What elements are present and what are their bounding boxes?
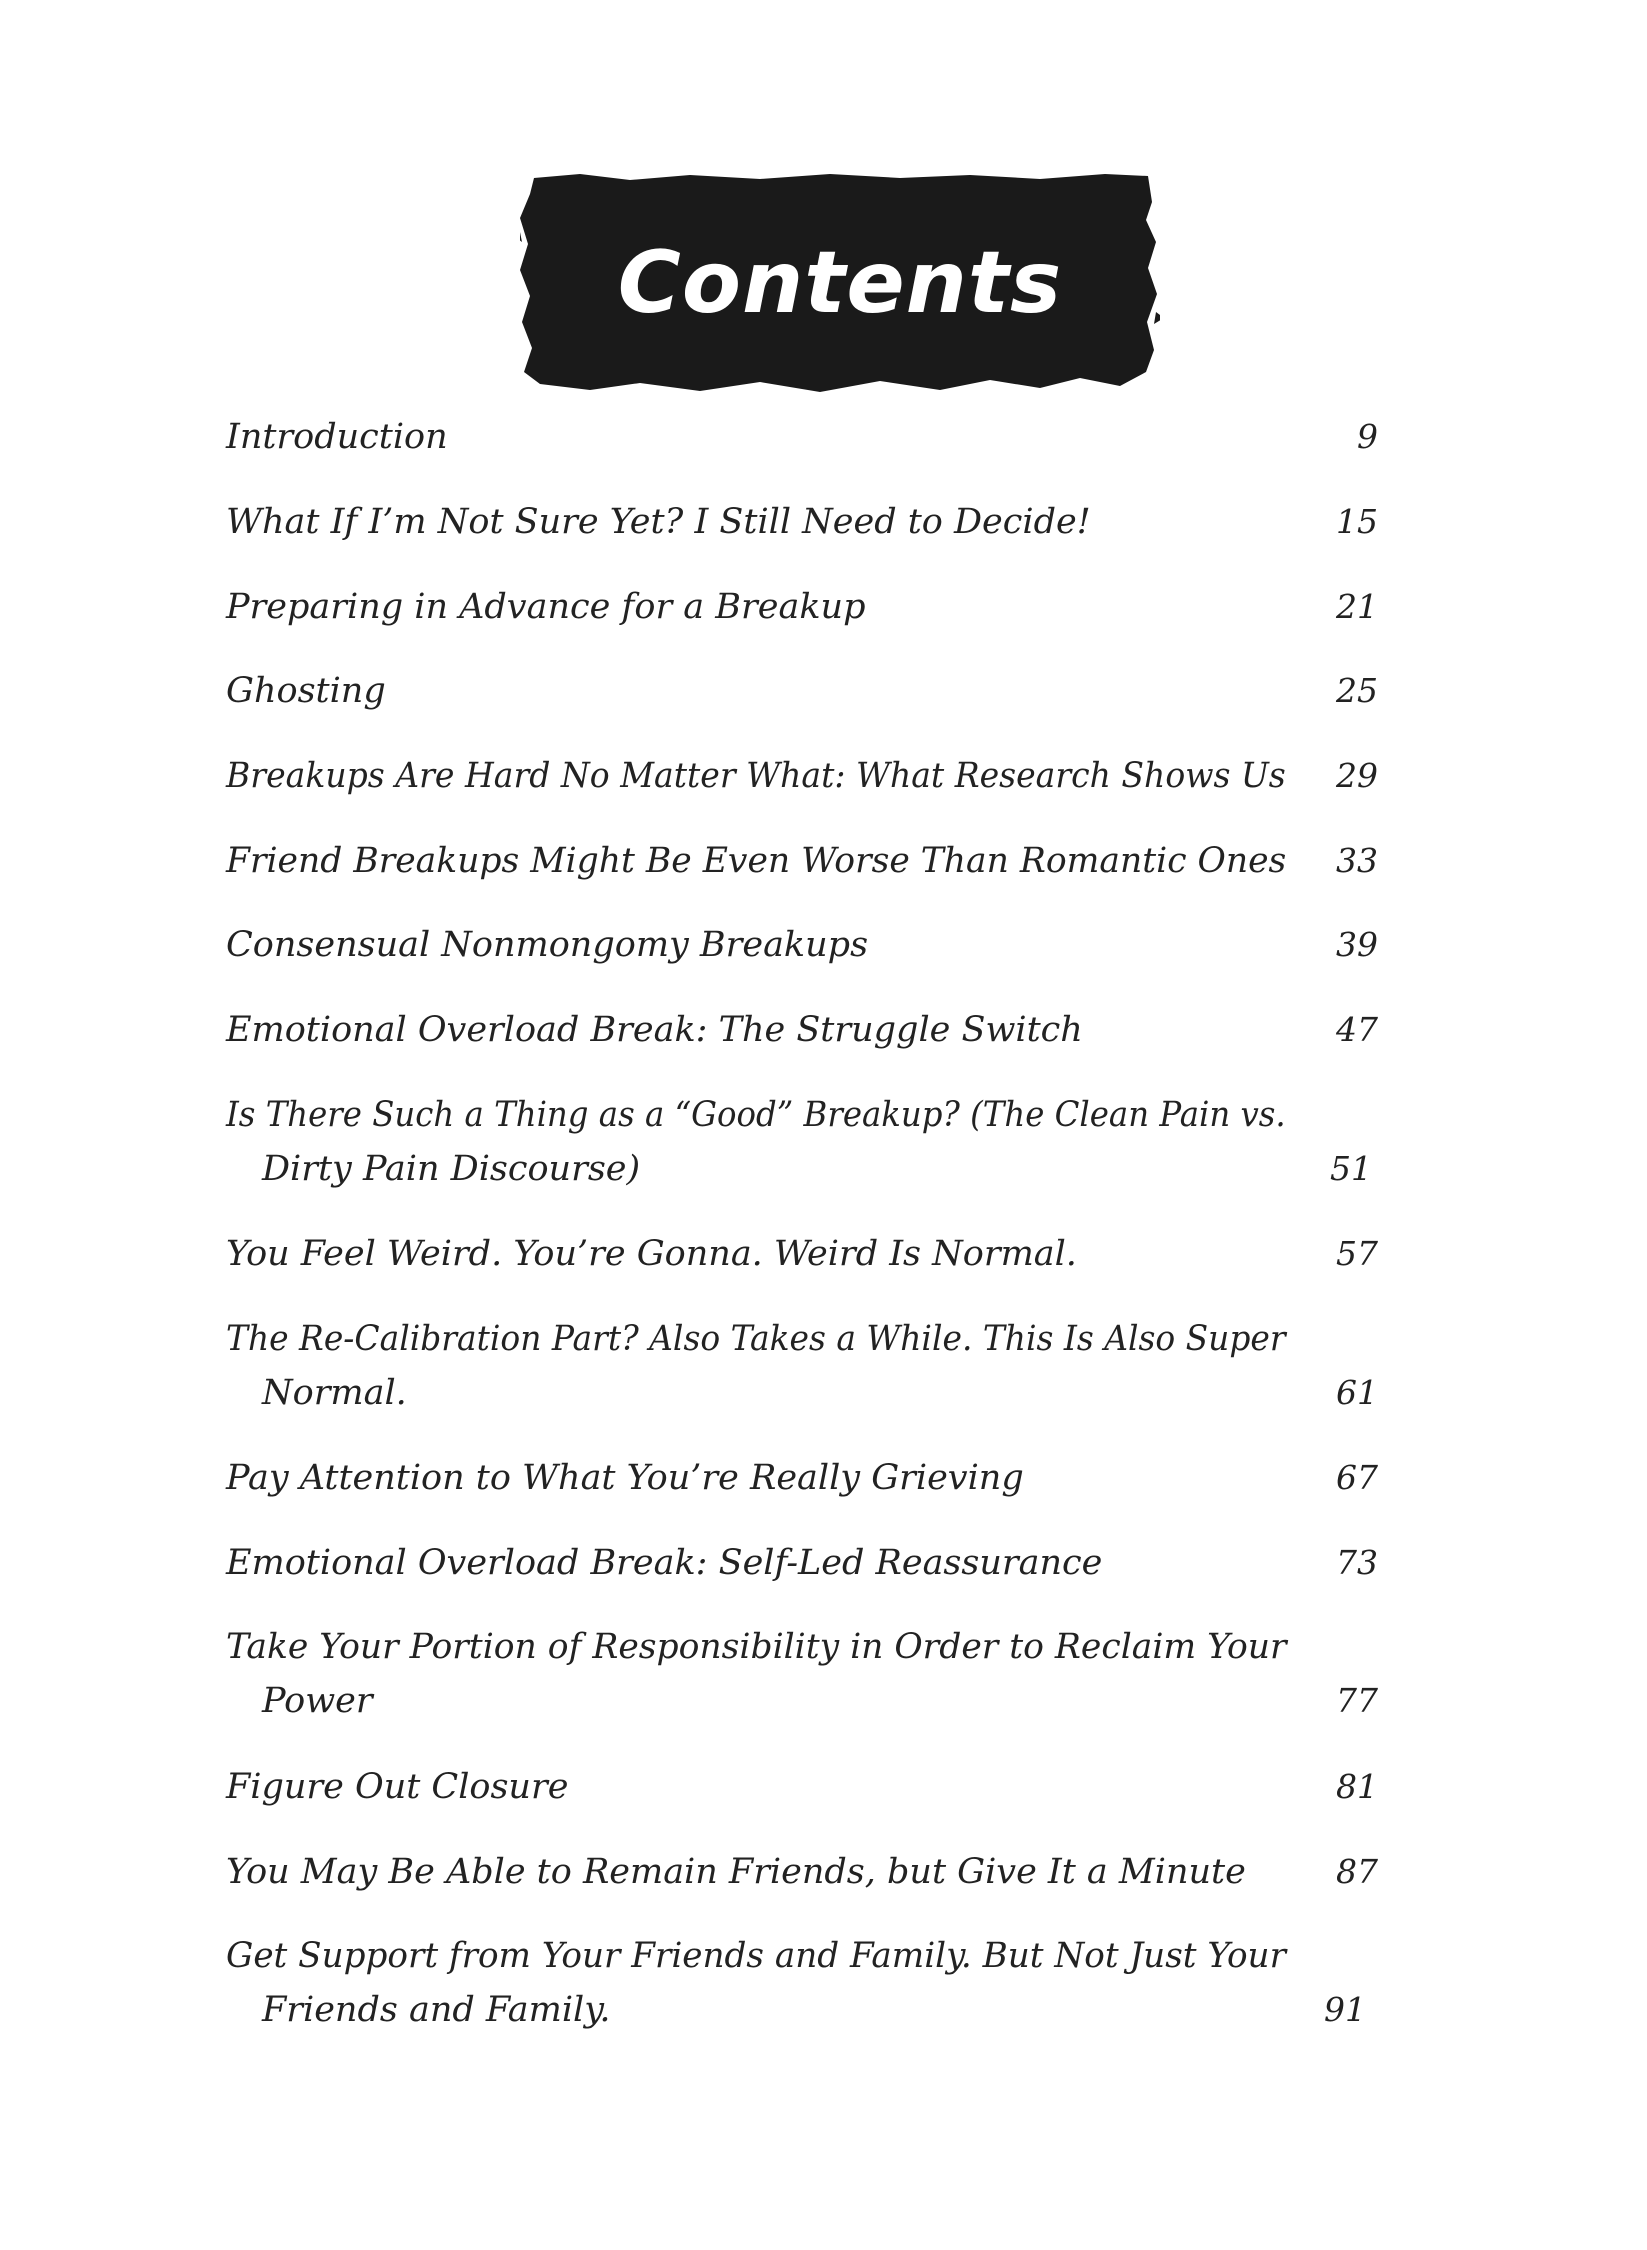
entry-page-number: 51 [1330, 1149, 1372, 1188]
entry-page-number: 87 [1336, 1852, 1378, 1891]
entry-title: Get Support from Your Friends and Family. But Not Just Your [226, 1936, 1286, 1976]
entry-page-number: 9 [1357, 417, 1378, 456]
entry-page-number: 91 [1324, 1990, 1366, 2029]
entry-page-number: 25 [1336, 671, 1378, 710]
contents-heading-banner [520, 172, 1160, 402]
entry-page-number: 47 [1336, 1010, 1378, 1049]
entry-title: Introduction [226, 417, 448, 457]
entry-page-number: 33 [1336, 841, 1378, 880]
entry-page-number: 29 [1336, 756, 1378, 795]
entry-title-continuation: Power [262, 1681, 373, 1721]
entry-title: Figure Out Closure [226, 1767, 569, 1807]
entry-title: Ghosting [226, 671, 386, 711]
entry-title: Friend Breakups Might Be Even Worse Than Romantic Ones [226, 841, 1287, 881]
entry-title: Consensual Nonmongomy Breakups [226, 925, 869, 965]
entry-title-continuation: Dirty Pain Discourse) [262, 1149, 641, 1189]
entry-title: Take Your Portion of Responsibility in Order to Reclaim Your [226, 1627, 1287, 1667]
entry-title: Emotional Overload Break: Self-Led Reassurance [226, 1543, 1103, 1583]
entry-page-number: 15 [1336, 502, 1378, 541]
entry-title: Emotional Overload Break: The Struggle Switch [226, 1010, 1083, 1050]
entry-page-number: 57 [1336, 1234, 1378, 1273]
entry-title: Breakups Are Hard No Matter What: What Research Shows Us [226, 756, 1286, 796]
entry-page-number: 77 [1336, 1681, 1378, 1720]
entry-title-continuation: Friends and Family. [262, 1990, 611, 2030]
entry-title: What If I’m Not Sure Yet? I Still Need to Decide! [226, 502, 1091, 542]
entry-title: Preparing in Advance for a Breakup [226, 587, 866, 627]
page-title: Contents [617, 233, 1063, 333]
entry-title: Is There Such a Thing as a “Good” Breakup? (The Clean Pain vs. [226, 1095, 1286, 1135]
entry-page-number: 67 [1336, 1458, 1378, 1497]
entry-page-number: 81 [1336, 1767, 1378, 1806]
entry-page-number: 73 [1336, 1543, 1378, 1582]
entry-title: You May Be Able to Remain Friends, but Give It a Minute [226, 1852, 1246, 1892]
entry-page-number: 21 [1336, 587, 1378, 626]
entry-title: The Re-Calibration Part? Also Takes a While. This Is Also Super [226, 1319, 1286, 1359]
entry-page-number: 39 [1336, 925, 1378, 964]
entry-title: Pay Attention to What You’re Really Grieving [226, 1458, 1024, 1498]
entry-page-number: 61 [1336, 1373, 1378, 1412]
entry-title-continuation: Normal. [262, 1373, 407, 1413]
entry-title: You Feel Weird. You’re Gonna. Weird Is Normal. [226, 1234, 1077, 1274]
